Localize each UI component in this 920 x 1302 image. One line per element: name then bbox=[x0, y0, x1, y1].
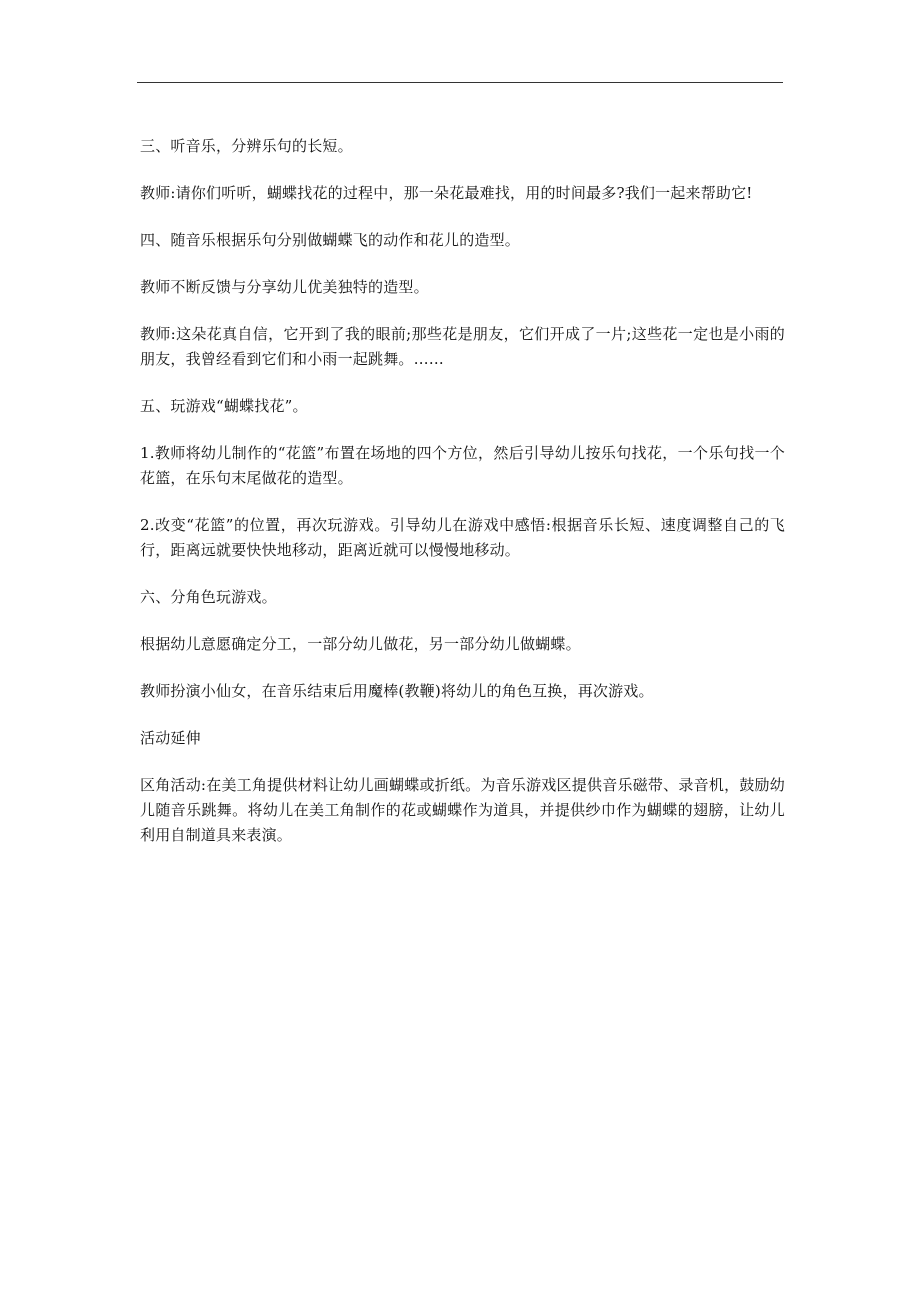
section-heading-5: 五、玩游戏“蝴蝶找花”。 bbox=[140, 397, 308, 415]
paragraph: 教师:这朵花真自信，它开到了我的眼前;那些花是朋友，它们开成了一片;这些花一定也是小雨的朋友，我曾经看到它们和小雨一起跳舞。…… bbox=[140, 325, 785, 368]
paragraph: 区角活动:在美工角提供材料让幼儿画蝴蝶或折纸。为音乐游戏区提供音乐磁带、录音机，鼓励幼儿随音乐跳舞。将幼儿在美工角制作的花或蝴蝶作为道具，并提供纱巾作为蝴蝶的翅膀，让幼儿利用自制道具来表演。 bbox=[140, 776, 785, 844]
paragraph: 教师扮演小仙女，在音乐结束后用魔棒(教鞭)将幼儿的角色互换，再次游戏。 bbox=[140, 682, 654, 700]
paragraph: 根据幼儿意愿确定分工，一部分幼儿做花，另一部分幼儿做蝴蝶。 bbox=[140, 635, 581, 653]
list-item: 2.改变“花篮”的位置，再次玩游戏。引导幼儿在游戏中感悟:根据音乐长短、速度调整自己的飞行，距离远就要快快地移动，距离近就可以慢慢地移动。 bbox=[140, 516, 785, 559]
section-heading-3: 三、听音乐，分辨乐句的长短。 bbox=[140, 137, 353, 155]
section-heading-extension: 活动延伸 bbox=[140, 729, 201, 747]
document-body bbox=[140, 134, 785, 870]
list-item: 1.教师将幼儿制作的“花篮”布置在场地的四个方位，然后引导幼儿按乐句找花，一个乐句找一个花篮，在乐句末尾做花的造型。 bbox=[140, 444, 785, 487]
paragraph: 教师不断反馈与分享幼儿优美独特的造型。 bbox=[140, 278, 429, 296]
section-heading-6: 六、分角色玩游戏。 bbox=[140, 588, 277, 606]
paragraph: 教师:请你们听听，蝴蝶找花的过程中，那一朵花最难找，用的时间最多?我们一起来帮助它! bbox=[140, 184, 753, 202]
header-rule bbox=[137, 82, 783, 83]
section-heading-4: 四、随音乐根据乐句分别做蝴蝶飞的动作和花儿的造型。 bbox=[140, 231, 521, 249]
